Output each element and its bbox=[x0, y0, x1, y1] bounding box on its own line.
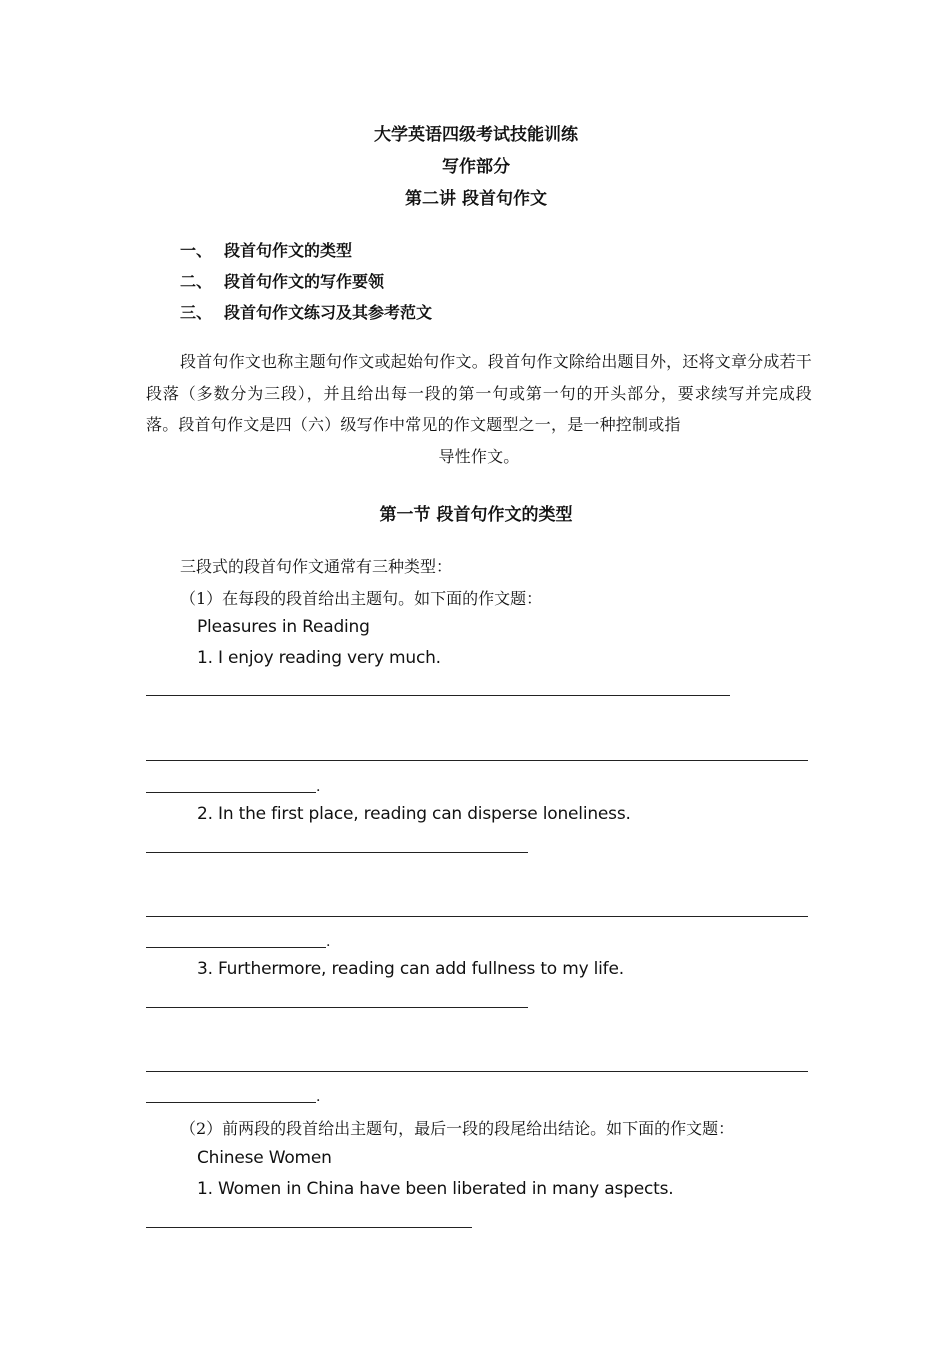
document-subtitle: 写作部分 bbox=[442, 157, 510, 177]
outline-item-3 bbox=[180, 300, 432, 323]
outline-text: 段首句作文的写作要领 bbox=[224, 272, 385, 291]
answer-line bbox=[146, 760, 808, 761]
type2-description: （2）前两段的段首给出主题句，最后一段的段尾给出结论。如下面的作文题： bbox=[180, 1119, 735, 1138]
section-heading: 第一节 段首句作文的类型 bbox=[379, 505, 573, 525]
essay1-title: Pleasures in Reading bbox=[197, 617, 370, 637]
intro-last-line: 导性作文。 bbox=[438, 446, 520, 466]
outline-item-2 bbox=[180, 269, 384, 292]
answer-line bbox=[146, 1007, 528, 1008]
answer-line bbox=[146, 1227, 472, 1228]
essay1-sentence-1: 1. I enjoy reading very much. bbox=[197, 648, 441, 668]
type1-description: （1）在每段的段首给出主题句。如下面的作文题： bbox=[180, 589, 543, 608]
document-title: 大学英语四级考试技能训练 bbox=[374, 125, 578, 145]
answer-line bbox=[146, 947, 326, 948]
period: . bbox=[316, 779, 321, 795]
answer-line bbox=[146, 916, 808, 917]
outline-number: 三、 bbox=[180, 303, 213, 322]
intro-body: 段首句作文也称主题句作文或起始句作文。段首句作文除给出题目外，还将文章分成若干段落（多数分为三段），并且给出每一段的第一句或第一句的开头部分，要求续写并完成段落。段首句作文是四（六）级写作中常见的作文题型之一，是一种控制或指 bbox=[146, 352, 812, 434]
period: . bbox=[326, 934, 331, 950]
outline-item-1 bbox=[180, 238, 352, 261]
outline-number: 一、 bbox=[180, 241, 213, 260]
essay2-title: Chinese Women bbox=[197, 1148, 332, 1168]
essay1-sentence-2: 2. In the first place, reading can disperse loneliness. bbox=[197, 804, 631, 824]
answer-line bbox=[146, 695, 730, 696]
answer-line bbox=[146, 1102, 316, 1103]
essay1-sentence-3: 3. Furthermore, reading can add fullness to my life. bbox=[197, 959, 624, 979]
answer-line bbox=[146, 1071, 808, 1072]
answer-line bbox=[146, 852, 528, 853]
answer-line bbox=[146, 792, 316, 793]
essay2-sentence-1: 1. Women in China have been liberated in many aspects. bbox=[197, 1179, 674, 1199]
outline-text: 段首句作文练习及其参考范文 bbox=[224, 303, 433, 322]
lecture-title: 第二讲 段首句作文 bbox=[405, 189, 547, 209]
section-lead: 三段式的段首句作文通常有三种类型： bbox=[180, 557, 453, 576]
outline-number: 二、 bbox=[180, 272, 213, 291]
intro-paragraph bbox=[146, 346, 812, 472]
outline-text: 段首句作文的类型 bbox=[224, 241, 353, 260]
period: . bbox=[316, 1089, 321, 1105]
